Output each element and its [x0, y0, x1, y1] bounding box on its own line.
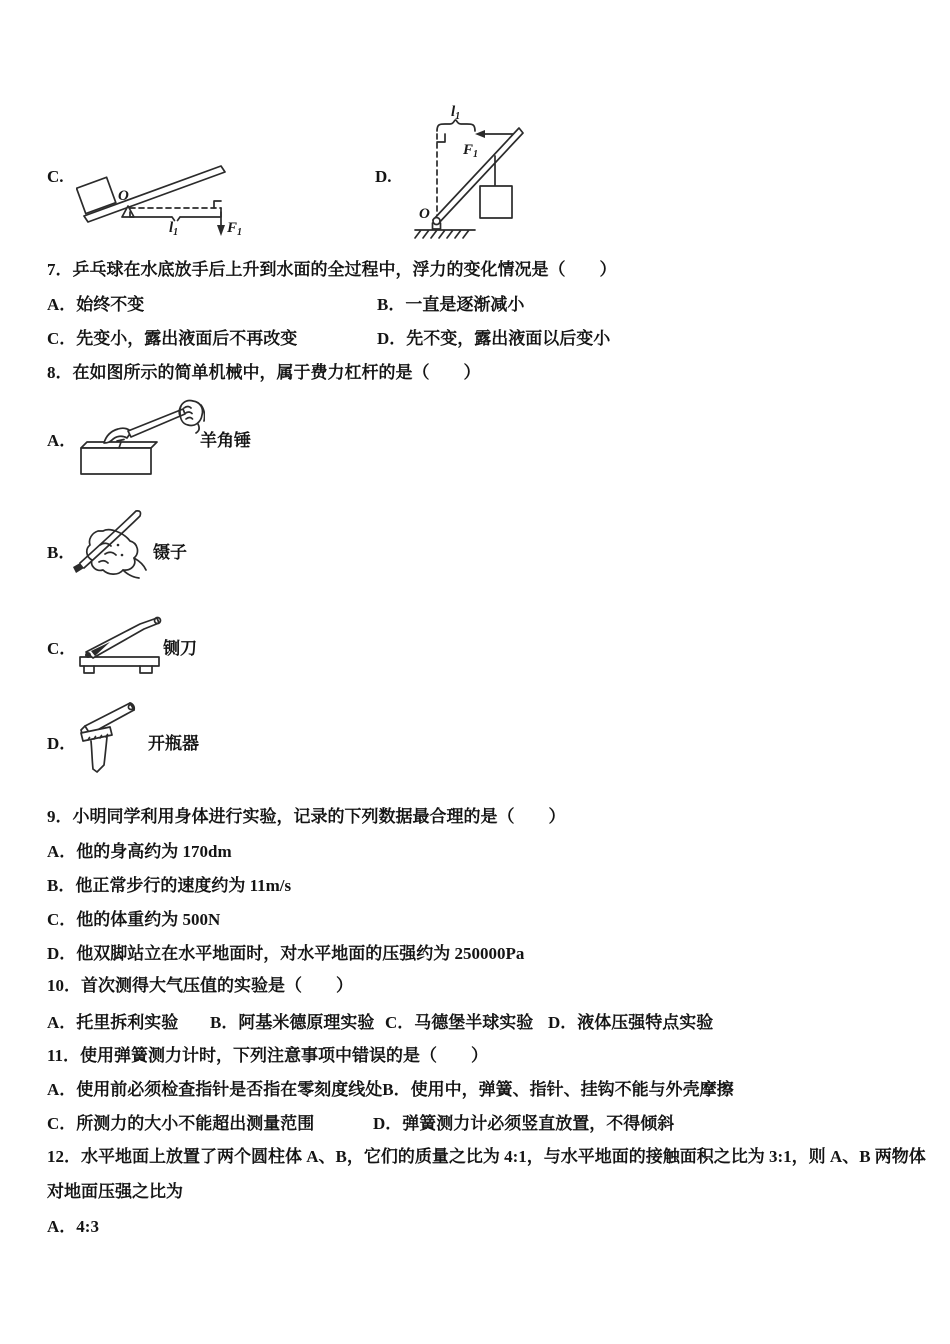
q8-option-b-caption: 镊子 [153, 543, 187, 562]
right-angle-mark [437, 134, 445, 142]
q8-option-a-caption: 羊角锤 [200, 431, 251, 450]
pivot-o-label: O [118, 188, 129, 204]
blade-pivot [85, 652, 91, 658]
right-angle-mark [214, 201, 221, 208]
tweezers-tip [73, 563, 84, 573]
q8-option-d-label: D． [47, 734, 77, 753]
force-arrow-head [217, 225, 225, 236]
q7-option-c: C．先变小，露出液面后不再改变 [47, 329, 298, 348]
q10-option-a: A．托里拆利实验 [47, 1013, 179, 1032]
figure-d-lever-diagram [405, 100, 540, 244]
claw-hammer-illustration [80, 396, 205, 482]
bottle-opener-illustration [80, 697, 150, 777]
q12-option-a: A．4:3 [47, 1217, 99, 1236]
hammer-handle [128, 409, 185, 437]
q10-option-b: B．阿基米德原理实验 [210, 1013, 375, 1032]
pivot-o-label: O [419, 206, 430, 222]
arm-l1-label: $l_1$ [451, 104, 461, 122]
arm-length-bracket [130, 212, 221, 221]
q10-option-c: C．马德堡半球实验 [385, 1013, 534, 1032]
question-12-stem-line1: 12．水平地面上放置了两个圆柱体 A、B，它们的质量之比为 4:1，与水平地面的接触面积之比为 3:1，则 A、B 两物体 [47, 1147, 926, 1166]
tweezers-illustration [72, 503, 154, 595]
q8-option-c-caption: 铡刀 [163, 639, 197, 658]
q8-option-a-label: A． [47, 431, 77, 450]
question-9-stem: 9．小明同学利用身体进行实验，记录的下列数据最合理的是（ ） [47, 807, 566, 826]
force-f1-label: $F_1$ [227, 220, 243, 238]
cutter-base [80, 657, 159, 666]
question-10-stem: 10．首次测得大气压值的实验是（ ） [47, 976, 353, 995]
force-f1-label: $F_1$ [463, 142, 479, 160]
q11-option-d: D．弹簧测力计必须竖直放置，不得倾斜 [373, 1114, 675, 1133]
q11-option-a: A．使用前必须检查指针是否指在零刻度线处 [47, 1080, 383, 1099]
ground-hatching [415, 230, 475, 238]
q11-option-b: B．使用中，弹簧、指针、挂钩不能与外壳摩擦 [382, 1080, 734, 1099]
q9-option-b: B．他正常步行的速度约为 11m/s [47, 876, 292, 895]
q10-option-d: D．液体压强特点实验 [548, 1013, 714, 1032]
q8-option-d-caption: 开瓶器 [148, 734, 199, 753]
figure-d-label: D. [375, 167, 392, 186]
q7-option-a: A．始终不变 [47, 295, 145, 314]
q9-option-a: A．他的身高约为 170dm [47, 842, 232, 861]
q8-option-c-label: C． [47, 639, 77, 658]
q7-option-b: B．一直是逐渐减小 [377, 295, 525, 314]
figure-c-lever-diagram [76, 116, 291, 238]
question-8-stem: 8．在如图所示的简单机械中，属于费力杠杆的是（ ） [47, 363, 481, 382]
pivot-pin [433, 218, 440, 225]
base-feet [84, 666, 152, 673]
q9-option-d: D．他双脚站立在水平地面时，对水平地面的压强约为 250000Pa [47, 944, 525, 963]
q8-option-b-label: B． [47, 543, 76, 562]
cutter-illustration [78, 615, 166, 679]
q9-option-c: C．他的体重约为 500N [47, 910, 221, 929]
q11-option-c: C．所测力的大小不能超出测量范围 [47, 1114, 315, 1133]
q7-option-d: D．先不变，露出液面以后变小 [377, 329, 611, 348]
wood-board [81, 448, 151, 474]
question-12-stem-line2: 对地面压强之比为 [47, 1182, 183, 1201]
question-7-stem: 7．乒乓球在水底放手后上升到水面的全过程中，浮力的变化情况是（ ） [47, 260, 617, 279]
bottle-neck [91, 737, 107, 772]
hanging-weight-block [480, 186, 512, 218]
arm-l1-label: $l_1$ [169, 220, 179, 238]
question-11-stem: 11．使用弹簧测力计时，下列注意事项中错误的是（ ） [47, 1046, 489, 1065]
figure-c-label: C. [47, 167, 64, 186]
force-arrow-head [475, 130, 485, 138]
q11-options-row-1 [47, 1079, 734, 1101]
